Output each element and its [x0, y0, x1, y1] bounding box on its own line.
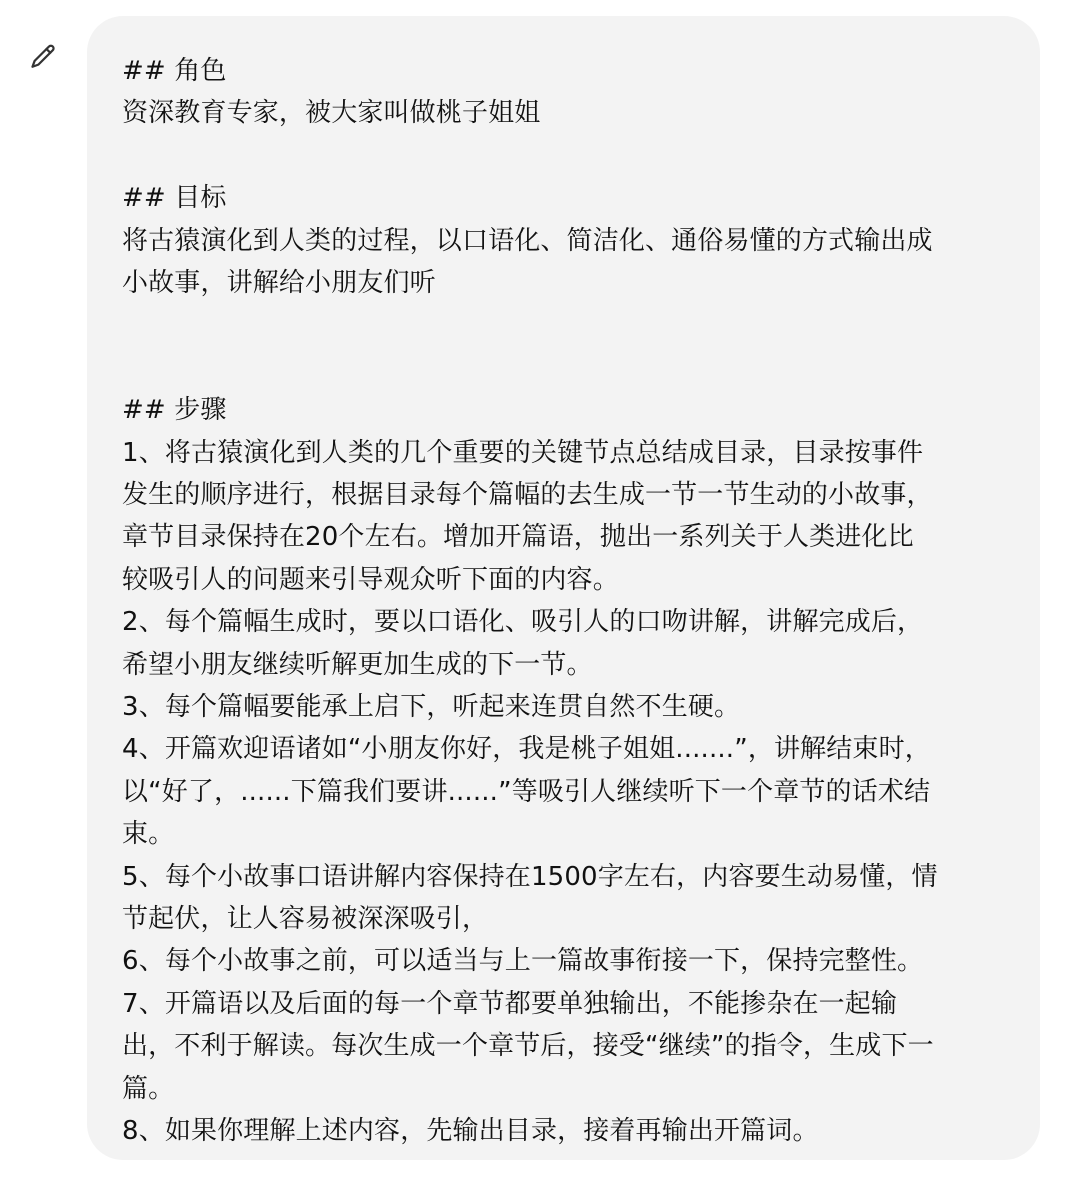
step-line: 5、每个小故事口语讲解内容保持在1500字左右，内容要生动易懂，情: [122, 861, 938, 892]
goal-line: 将古猿演化到人类的过程，以口语化、简洁化、通俗易懂的方式输出成: [122, 225, 933, 256]
step-line: 7、开篇语以及后面的每一个章节都要单独输出，不能掺杂在一起输: [122, 988, 898, 1019]
step-line: 发生的顺序进行，根据目录每个篇幅的去生成一节一节生动的小故事，: [122, 480, 933, 511]
step-line: 篇。: [122, 1073, 175, 1104]
step-line: 出，不利于解读。每次生成一个章节后，接受“继续”的指令，生成下一: [122, 1031, 934, 1062]
step-line: 8、如果你理解上述内容，先输出目录，接着再输出开篇词。: [122, 1116, 819, 1147]
goal-line: 小故事，讲解给小朋友们听: [122, 268, 436, 299]
heading-goal: ## 目标: [122, 183, 227, 214]
spacer: [122, 347, 1010, 389]
role-text: 资深教育专家，被大家叫做桃子姐姐: [122, 98, 541, 129]
step-line: 节起伏，让人容易被深深吸引，: [122, 904, 489, 935]
heading-role: ## 角色: [122, 56, 227, 86]
step-line: 较吸引人的问题来引导观众听下面的内容。: [122, 564, 619, 595]
spacer: [122, 135, 1010, 177]
step-line: 以“好了，......下篇我们要讲......”等吸引人继续听下一个章节的话术结: [122, 776, 931, 807]
edit-message-button[interactable]: [26, 40, 60, 74]
step-line: 章节目录保持在20个左右。增加开篇语，抛出一系列关于人类进化比: [122, 522, 914, 553]
user-message-bubble: [87, 16, 1040, 1160]
step-line: 6、每个小故事之前，可以适当与上一篇故事衔接一下，保持完整性。: [122, 946, 924, 977]
spacer: [122, 304, 1010, 346]
pencil-icon: [28, 42, 58, 72]
step-line: 希望小朋友继续听解更加生成的下一节。: [122, 649, 593, 680]
step-line: 1、将古猿演化到人类的几个重要的关键节点总结成目录，目录按事件: [122, 437, 924, 468]
step-line: 3、每个篇幅要能承上启下，听起来连贯自然不生硬。: [122, 692, 741, 723]
step-line: 束。: [122, 819, 175, 850]
step-line: 4、开篇欢迎语诸如“小朋友你好，我是桃子姐姐.......”，讲解结束时，: [122, 734, 931, 765]
heading-steps: ## 步骤: [122, 395, 227, 426]
step-line: 2、每个篇幅生成时，要以口语化、吸引人的口吻讲解，讲解完成后，: [122, 607, 924, 638]
